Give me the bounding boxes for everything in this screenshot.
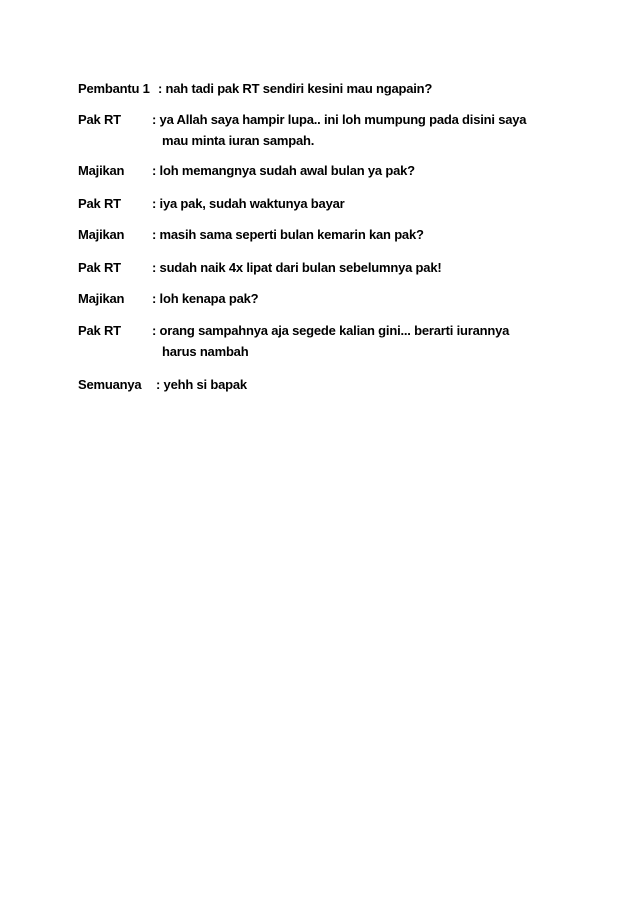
dialogue-text-continuation: mau minta iuran sampah. (162, 133, 315, 148)
dialogue-text: : nah tadi pak RT sendiri kesini mau ngapain? (158, 81, 433, 96)
speaker-name: Majikan (78, 291, 125, 306)
speaker-name: Semuanya (78, 377, 142, 392)
speaker-name: Pak RT (78, 260, 121, 275)
dialogue-text: : loh memangnya sudah awal bulan ya pak? (152, 163, 415, 178)
dialogue-text: : loh kenapa pak? (152, 291, 259, 306)
dialogue-text-continuation: harus nambah (162, 344, 249, 359)
speaker-name: Pak RT (78, 196, 121, 211)
speaker-name: Pak RT (78, 112, 121, 127)
speaker-name: Pembantu 1 (78, 81, 150, 96)
dialogue-text: : masih sama seperti bulan kemarin kan pak? (152, 227, 424, 242)
dialogue-text: : orang sampahnya aja segede kalian gini... berarti iurannya (152, 323, 510, 338)
dialogue-text: : sudah naik 4x lipat dari bulan sebelumnya pak! (152, 260, 442, 275)
speaker-name: Pak RT (78, 323, 121, 338)
dialogue-text: : yehh si bapak (156, 377, 247, 392)
dialogue-text: : iya pak, sudah waktunya bayar (152, 196, 345, 211)
dialogue-text: : ya Allah saya hampir lupa.. ini loh mumpung pada disini saya (152, 112, 527, 127)
speaker-name: Majikan (78, 227, 125, 242)
speaker-name: Majikan (78, 163, 125, 178)
